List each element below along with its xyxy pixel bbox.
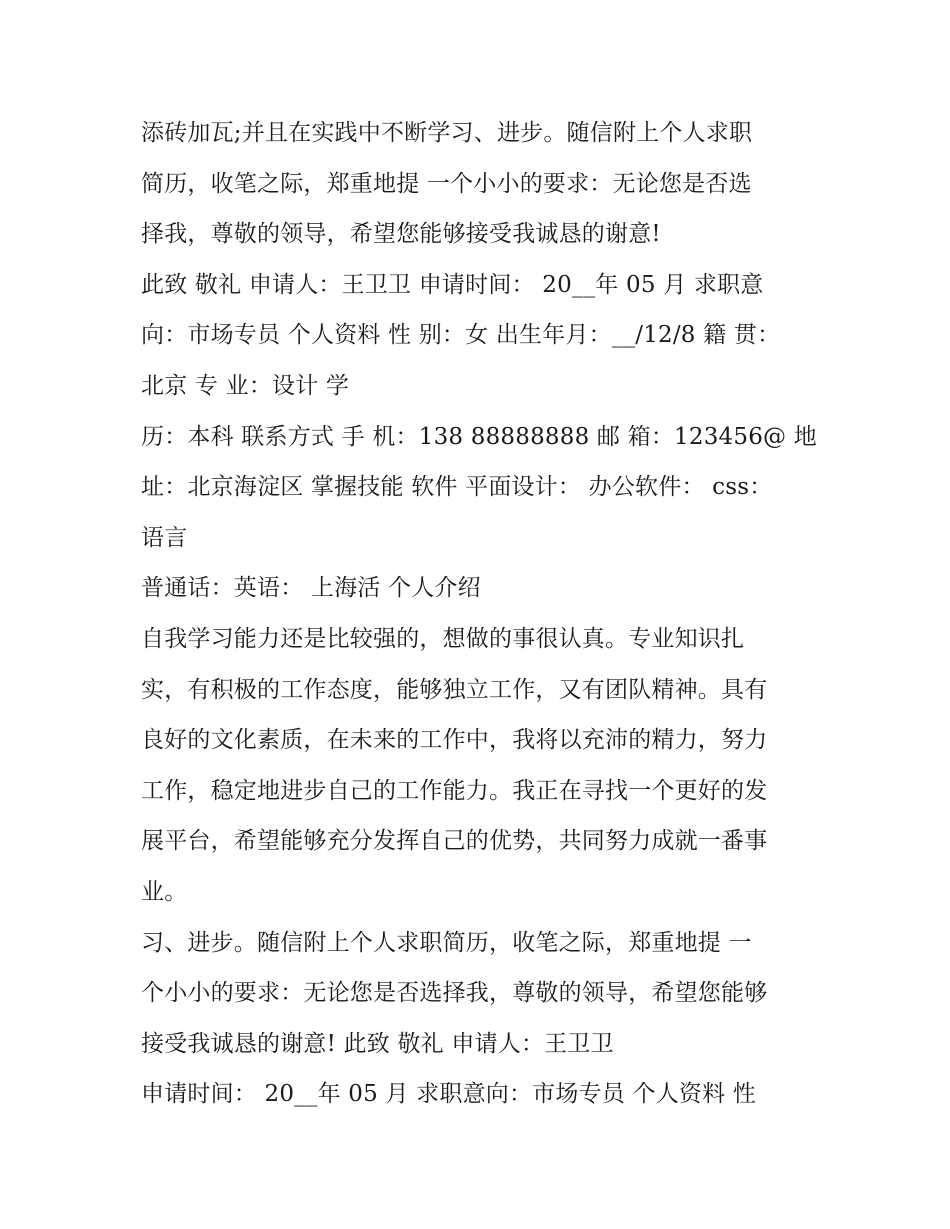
text-line-6: 北京 专 业：设计 学 xyxy=(141,372,350,399)
text-line-13: 良好的文化素质，在未来的工作中，我将以充沛的精力，努力 xyxy=(141,727,768,754)
text-line-12: 实，有积极的工作态度，能够独立工作，又有团队精神。具有 xyxy=(141,676,768,703)
text-line-10: 普通话：英语： 上海活 个人介绍 xyxy=(141,575,481,602)
text-line-15: 展平台，希望能够充分发挥自己的优势，共同努力成就一番事 xyxy=(141,828,768,855)
text-line-14: 工作，稳定地进步自己的工作能力。我正在寻找一个更好的发 xyxy=(141,777,768,804)
text-line-11: 自我学习能力还是比较强的，想做的事很认真。专业知识扎 xyxy=(141,625,745,652)
text-line-16: 业。 xyxy=(141,878,188,905)
text-line-8: 址：北京海淀区 掌握技能 软件 平面设计： 办公软件： css： xyxy=(141,474,773,501)
text-line-2: 简历，收笔之际，郑重地提 一个小小的要求：无论您是否选 xyxy=(141,170,752,197)
text-line-20: 申请时间： 20__年 05 月 求职意向：市场专员 个人资料 性 xyxy=(141,1081,756,1108)
text-line-7: 历：本科 联系方式 手 机：138 88888888 邮 箱：123456@ 地 xyxy=(141,423,817,450)
text-line-18: 个小小的要求：无论您是否选择我，尊敬的领导，希望您能够 xyxy=(141,980,768,1007)
text-line-1: 添砖加瓦;并且在实践中不断学习、进步。随信附上个人求职 xyxy=(141,120,753,146)
text-line-5: 向：市场专员 个人资料 性 别：女 出生年月：__/12/8 籍 贯： xyxy=(141,322,781,349)
text-line-9: 语言 xyxy=(141,524,188,551)
text-line-19: 接受我诚恳的谢意! 此致 敬礼 申请人：王卫卫 xyxy=(141,1030,614,1057)
text-line-3: 择我，尊敬的领导，希望您能够接受我诚恳的谢意! xyxy=(141,221,661,248)
text-line-4: 此致 敬礼 申请人：王卫卫 申请时间： 20__年 05 月 求职意 xyxy=(141,271,764,298)
text-line-17: 习、进步。随信附上个人求职简历，收笔之际，郑重地提 一 xyxy=(141,929,752,956)
body-text xyxy=(141,108,831,1120)
